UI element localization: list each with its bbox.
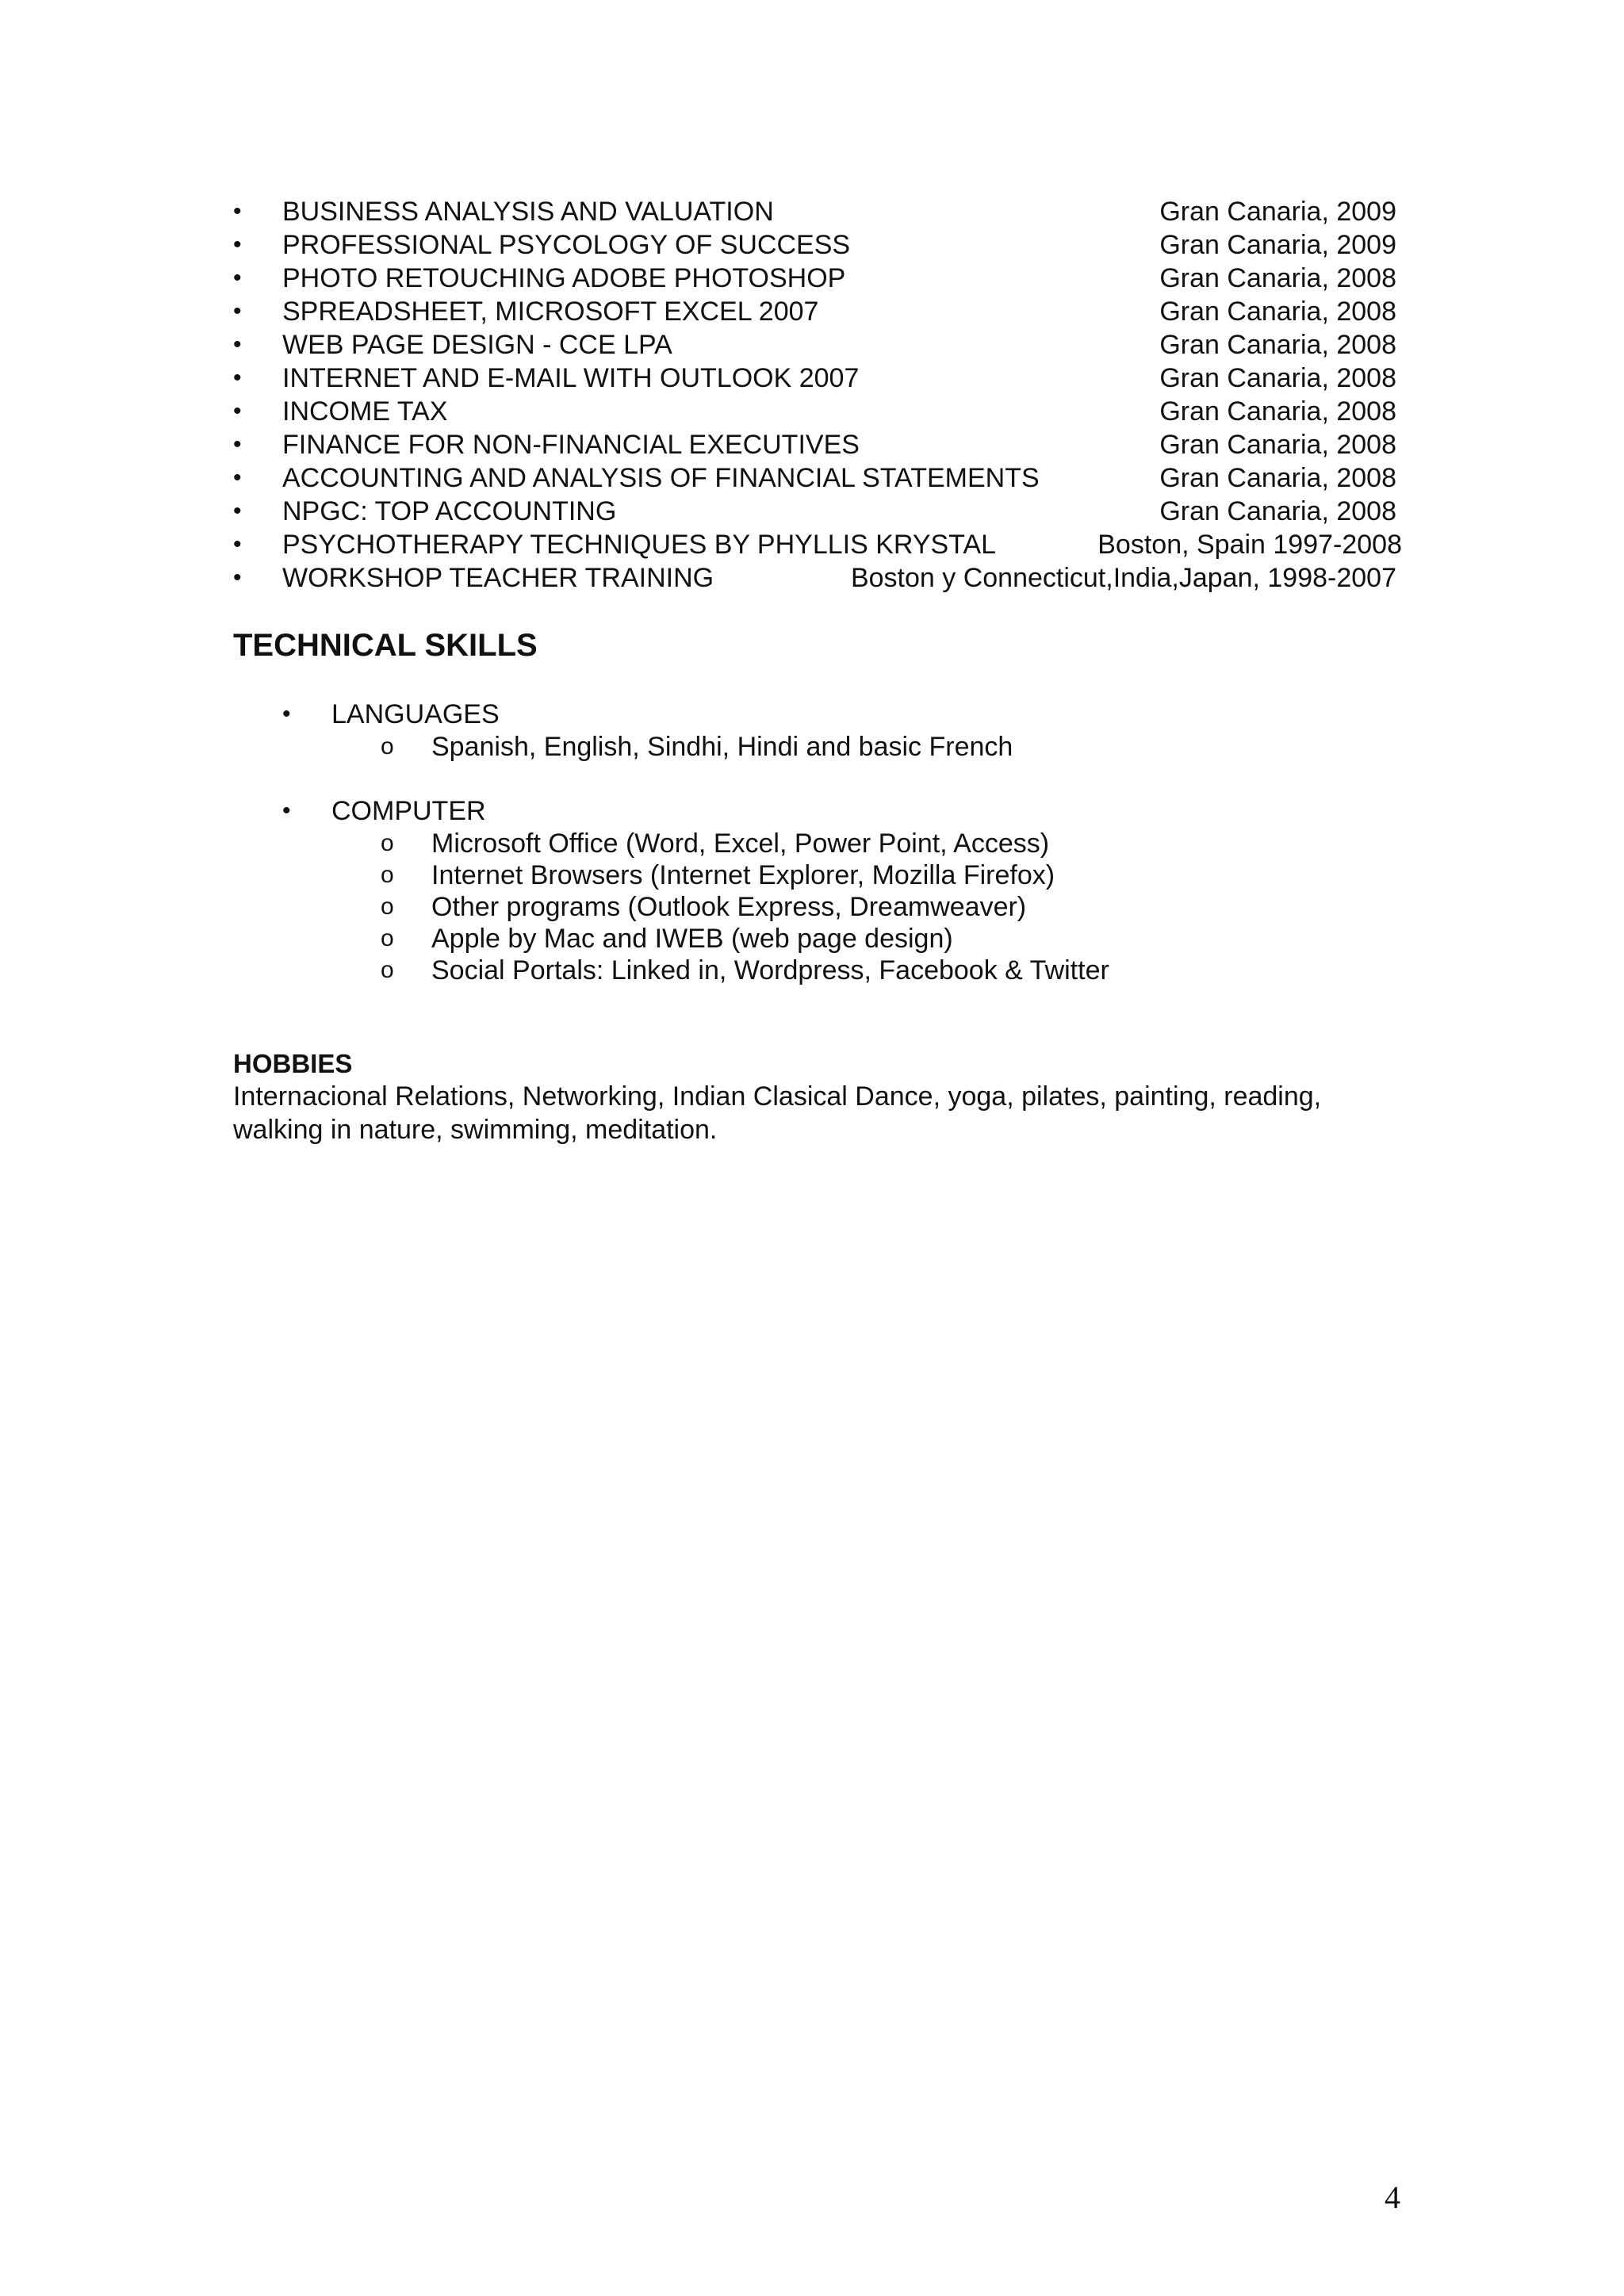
computer-label: COMPUTER bbox=[331, 796, 486, 826]
list-item bbox=[282, 891, 1392, 923]
course-name: PSYCHOTHERAPY TECHNIQUES BY PHYLLIS KRYSTAL bbox=[282, 530, 997, 560]
technical-skills-heading: TECHNICAL SKILLS bbox=[233, 628, 538, 663]
course-place-date: Gran Canaria, 2008 bbox=[1159, 263, 1396, 293]
computer-skill-item: Internet Browsers (Internet Explorer, Mozilla Firefox) bbox=[431, 860, 1055, 890]
course-row bbox=[233, 362, 1407, 395]
course-name: PROFESSIONAL PSYCOLOGY OF SUCCESS bbox=[282, 230, 851, 260]
course-row bbox=[233, 428, 1407, 461]
circle-bullet-icon: o bbox=[381, 733, 394, 760]
languages-label-row bbox=[282, 698, 1392, 731]
computer-skill-item: Microsoft Office (Word, Excel, Power Point, Access) bbox=[431, 828, 1050, 859]
course-name: PHOTO RETOUCHING ADOBE PHOTOSHOP bbox=[282, 263, 846, 293]
course-name: SPREADSHEET, MICROSOFT EXCEL 2007 bbox=[282, 297, 819, 327]
course-name: INCOME TAX bbox=[282, 396, 448, 427]
course-name: WEB PAGE DESIGN - CCE LPA bbox=[282, 330, 672, 360]
circle-bullet-icon: o bbox=[381, 925, 394, 951]
bullet-icon: • bbox=[233, 298, 242, 324]
course-place-date: Boston y Connecticut,India,Japan, 1998-2007 bbox=[850, 563, 1396, 593]
course-place-date: Gran Canaria, 2008 bbox=[1159, 297, 1396, 327]
list-item bbox=[282, 923, 1392, 955]
course-row bbox=[233, 395, 1407, 428]
circle-bullet-icon: o bbox=[381, 894, 394, 920]
bullet-icon: • bbox=[233, 531, 242, 557]
languages-label: LANGUAGES bbox=[331, 699, 500, 729]
bullet-icon: • bbox=[282, 798, 291, 824]
list-item bbox=[282, 955, 1392, 986]
bullet-icon: • bbox=[233, 198, 242, 224]
languages-list bbox=[282, 731, 1392, 763]
course-place-date: Gran Canaria, 2008 bbox=[1159, 363, 1396, 393]
course-row bbox=[233, 561, 1407, 595]
hobbies-text: Internacional Relations, Networking, Indian Clasical Dance, yoga, pilates, painting, reading, walking in nature, swimming, meditation. bbox=[233, 1081, 1322, 1145]
course-name: NPGC: TOP ACCOUNTING bbox=[282, 496, 617, 526]
bullet-icon: • bbox=[233, 265, 242, 291]
bullet-icon: • bbox=[233, 498, 242, 524]
course-name: ACCOUNTING AND ANALYSIS OF FINANCIAL STATEMENTS bbox=[282, 463, 1040, 493]
computer-group bbox=[282, 794, 1392, 986]
bullet-icon: • bbox=[233, 331, 242, 358]
bullet-icon: • bbox=[233, 564, 242, 591]
course-row bbox=[233, 228, 1407, 262]
list-item bbox=[282, 859, 1392, 891]
computer-label-row bbox=[282, 794, 1392, 828]
course-name: WORKSHOP TEACHER TRAINING bbox=[282, 563, 714, 593]
course-name: BUSINESS ANALYSIS AND VALUATION bbox=[282, 197, 774, 227]
bullet-icon: • bbox=[233, 232, 242, 258]
course-place-date: Gran Canaria, 2008 bbox=[1159, 496, 1396, 526]
bullet-icon: • bbox=[282, 701, 291, 727]
bullet-icon: • bbox=[233, 398, 242, 424]
course-row bbox=[233, 195, 1407, 228]
course-place-date: Gran Canaria, 2009 bbox=[1159, 197, 1396, 227]
circle-bullet-icon: o bbox=[381, 957, 394, 983]
list-item bbox=[282, 828, 1392, 859]
bullet-icon: • bbox=[233, 431, 242, 457]
course-row bbox=[233, 295, 1407, 328]
bullet-icon: • bbox=[233, 365, 242, 391]
languages-group bbox=[282, 698, 1392, 763]
circle-bullet-icon: o bbox=[381, 862, 394, 888]
bullet-icon: • bbox=[233, 465, 242, 491]
course-place-date: Gran Canaria, 2009 bbox=[1159, 230, 1396, 260]
computer-skill-item: Apple by Mac and IWEB (web page design) bbox=[431, 924, 953, 954]
course-row bbox=[233, 461, 1407, 495]
course-place-date: Boston, Spain 1997-2008 bbox=[1097, 530, 1402, 560]
course-row bbox=[233, 262, 1407, 295]
hobbies-heading: HOBBIES bbox=[233, 1049, 353, 1078]
list-item bbox=[282, 731, 1392, 763]
course-row bbox=[233, 328, 1407, 362]
course-place-date: Gran Canaria, 2008 bbox=[1159, 463, 1396, 493]
computer-skill-item: Other programs (Outlook Express, Dreamweaver) bbox=[431, 892, 1027, 922]
language-item: Spanish, English, Sindhi, Hindi and basic French bbox=[431, 732, 1013, 762]
computer-skill-item: Social Portals: Linked in, Wordpress, Facebook & Twitter bbox=[431, 955, 1109, 985]
course-place-date: Gran Canaria, 2008 bbox=[1159, 330, 1396, 360]
course-name: INTERNET AND E-MAIL WITH OUTLOOK 2007 bbox=[282, 363, 860, 393]
course-place-date: Gran Canaria, 2008 bbox=[1159, 430, 1396, 460]
circle-bullet-icon: o bbox=[381, 830, 394, 856]
computer-list bbox=[282, 828, 1392, 986]
course-list bbox=[233, 195, 1407, 595]
course-row bbox=[233, 528, 1407, 561]
course-row bbox=[233, 495, 1407, 528]
course-place-date: Gran Canaria, 2008 bbox=[1159, 396, 1396, 427]
course-name: FINANCE FOR NON-FINANCIAL EXECUTIVES bbox=[282, 430, 860, 460]
page-number: 4 bbox=[1385, 2179, 1400, 2215]
